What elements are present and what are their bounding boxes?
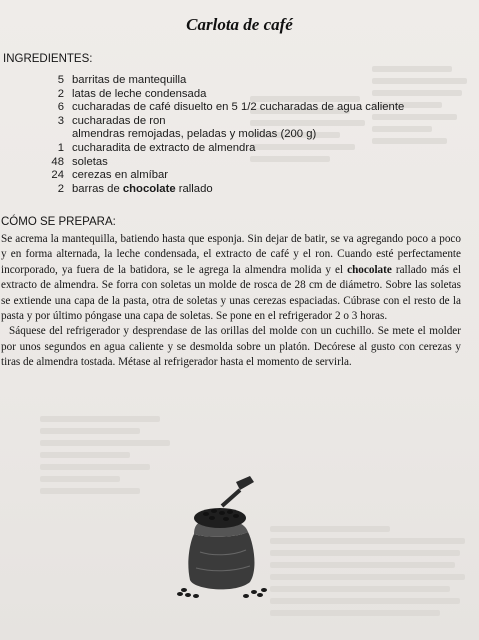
ingredient-item xyxy=(40,128,470,142)
instructions xyxy=(1,232,461,371)
ingredient-text: barritas de mantequilla xyxy=(72,74,187,86)
ingredient-quantity: 1 xyxy=(57,141,64,154)
ingredient-text: soletas xyxy=(72,155,108,168)
ingredient-quantity: 2 xyxy=(57,182,64,195)
ingredient-item xyxy=(40,88,470,102)
ingredient-item xyxy=(40,183,470,197)
ingredient-text: almendras remojadas, peladas y molidas (200 g) xyxy=(72,128,317,141)
instructions-paragraph-2: Sáquese del refrigerador y desprendase de las orillas del molde con un cuchillo. Se mete el molder por unos segundos en agua caliente y se desmolda sobre un platón. Decórese al gusto con cerezas y tiras de almendra tostada. Métase al refrigerador hasta el momento de servirla. xyxy=(1,325,461,369)
ingredient-item xyxy=(40,101,470,115)
ingredient-quantity: 3 xyxy=(57,114,64,127)
ingredient-item xyxy=(40,115,470,129)
ingredient-text: barras de chocolate rallado xyxy=(72,182,213,195)
coffee-bean-sack-illustration xyxy=(176,472,268,602)
instructions-paragraph-1: Se acrema la mantequilla, batiendo hasta que esponja. Sin dejar de batir, se va agregando poco a poco y en forma alternada, la leche condensada, el extracto de café y el ron. Cuando esté perfectamente incorporado, ya fuera de la batidora, se le agrega la almendra molida y el chocolate rallado más el extracto de almendra. Se forra con soletas un molde de rosca de 28 cm de diámetro. Sobre las soletas se extiende una capa de la pasta, otra de soletas y unas cerezas espaciadas. Cúbrase con el resto de la pasta y por último póngase una capa de soletas. Se pone en el refrigerador 2 o 3 horas. xyxy=(1,233,461,323)
ingredient-text: cucharadita de extracto de almendra xyxy=(72,141,256,154)
ingredient-quantity: 2 xyxy=(57,87,64,100)
ingredients-label: INGREDIENTES: xyxy=(3,53,93,65)
ingredient-quantity: 6 xyxy=(57,101,64,114)
ingredient-text: cucharadas de café disuelto en 5 1/2 cucharadas de agua caliente xyxy=(72,101,405,114)
ingredients-list xyxy=(40,74,470,196)
recipe-title: Carlota de café xyxy=(186,15,293,34)
bleed-through-bottom-right xyxy=(270,520,470,622)
ingredient-quantity: 24 xyxy=(51,169,64,182)
ingredient-quantity: 48 xyxy=(51,155,64,168)
ingredient-item xyxy=(40,156,470,170)
prep-label: CÓMO SE PREPARA: xyxy=(1,216,116,228)
ingredient-text: cerezas en almíbar xyxy=(72,169,169,182)
ingredient-text: latas de leche condensada xyxy=(72,87,207,100)
ingredient-text: cucharadas de ron xyxy=(72,114,166,127)
ingredient-item xyxy=(40,169,470,183)
ingredient-item xyxy=(40,74,470,88)
ingredient-quantity xyxy=(40,128,72,142)
ingredient-quantity: 5 xyxy=(57,74,64,86)
ingredient-item xyxy=(40,142,470,156)
bleed-through-bottom-left xyxy=(40,410,180,500)
